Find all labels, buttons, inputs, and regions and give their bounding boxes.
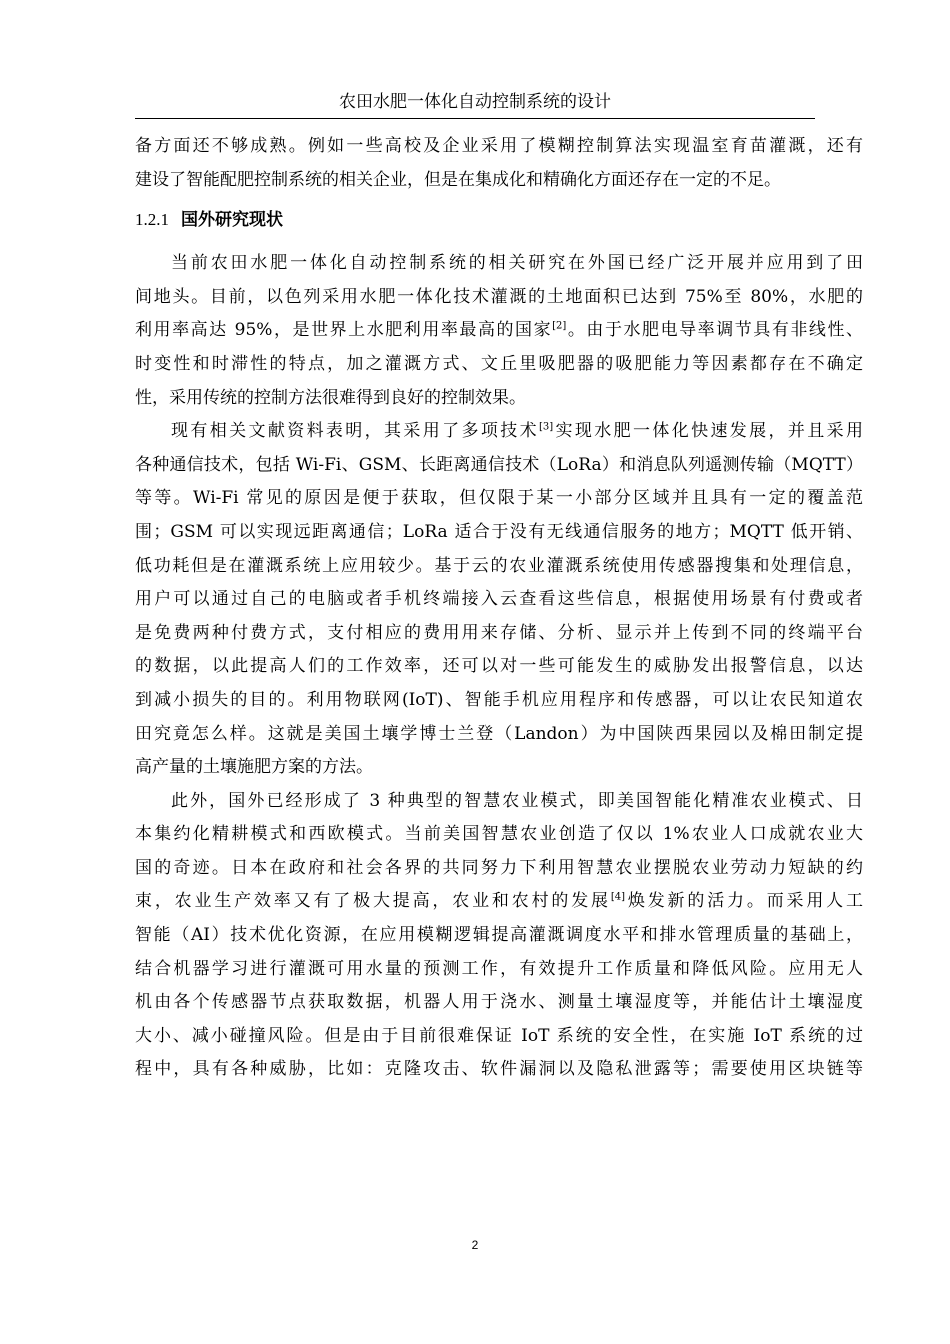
page-number: 2 (471, 1238, 479, 1252)
text-line: 性，采用传统的控制方法很难得到良好的控制效果。 (135, 387, 526, 408)
text-line (135, 415, 863, 449)
text-segment: 焕发新的活力。而采用人工 (625, 891, 864, 912)
text-line: 的数据，以此提高人们的工作效率，还可以对一些可能发生的威胁发出报警信息，以达 (135, 656, 863, 677)
header-rule (135, 118, 815, 119)
text-line: 程中，具有各种威胁，比如：克隆攻击、软件漏洞以及隐私泄露等；需要使用区块链等 (135, 1059, 863, 1080)
text-line: 到减小损失的目的。利用物联网(IoT)、智能手机应用程序和传感器，可以让农民知道农 (135, 689, 863, 710)
text-line: 田究竟怎么样。这就是美国土壤学博士兰登（Landon）为中国陕西果园以及棉田制定提 (135, 723, 863, 744)
text-line: 建设了智能配肥控制系统的相关企业，但是在集成化和精确化方面还存在一定的不足。 (135, 169, 781, 190)
text-line: 国的奇迹。日本在政府和社会各界的共同努力下利用智慧农业摆脱农业劳动力短缺的约 (135, 857, 863, 878)
paragraph (135, 785, 863, 1087)
paragraph (135, 247, 863, 415)
text-line: 此外，国外已经形成了 3 种典型的智慧农业模式，即美国智能化精准农业模式、日 (171, 790, 863, 811)
text-segment: 利用率高达 95%，是世界上水肥利用率最高的国家 (135, 320, 553, 341)
section-heading (135, 201, 863, 239)
text-line (135, 314, 863, 348)
text-line: 等等。Wi-Fi 常见的原因是便于获取，但仅限于某一小部分区域并且具有一定的覆盖范 (135, 488, 863, 509)
text-line: 间地头。目前，以色列采用水肥一体化技术灌溉的土地面积已达到 75%至 80%，水肥的 (135, 286, 863, 307)
text-line: 围；GSM 可以实现远距离通信；LoRa 适合于没有无线通信服务的地方；MQTT 低开销、 (135, 521, 863, 542)
citation-link[interactable]: [3] (538, 421, 554, 433)
text-segment: 。由于水肥电导率调节具有非线性、 (566, 320, 863, 341)
paragraph (135, 415, 863, 785)
section-title: 国外研究现状 (181, 210, 283, 231)
text-line: 机由各个传感器节点获取数据，机器人用于浇水、测量土壤湿度等，并能估计土壤湿度 (135, 992, 863, 1013)
intro-paragraph (135, 130, 863, 197)
text-line: 高产量的土壤施肥方案的方法。 (135, 757, 373, 778)
text-line: 智能（AI）技术优化资源，在应用模糊逻辑提高灌溉调度水平和排水管理质量的基础上， (135, 925, 863, 946)
body-text (135, 130, 863, 1087)
text-line: 大小、减小碰撞风险。但是由于目前很难保证 IoT 系统的安全性，在实施 IoT 系统的过 (135, 1025, 863, 1046)
citation-link[interactable]: [2] (552, 320, 567, 332)
text-line: 是免费两种付费方式，支付相应的费用用来存储、分析、显示并上传到不同的终端平台 (135, 622, 863, 643)
text-line: 低功耗但是在灌溉系统上应用较少。基于云的农业灌溉系统使用传感器搜集和处理信息， (135, 555, 863, 576)
section-number: 1.2.1 (135, 210, 169, 230)
text-segment: 束，农业生产效率又有了极大提高，农业和农村的发展 (135, 891, 611, 912)
text-segment: 实现水肥一体化快速发展，并且采用 (553, 421, 864, 442)
text-segment: 现有相关文献资料表明，其采用了多项技术 (171, 421, 539, 442)
text-line: 备方面还不够成熟。例如一些高校及企业采用了模糊控制算法实现温室育苗灌溉，还有 (135, 136, 863, 156)
text-line: 本集约化精耕模式和西欧模式。当前美国智慧农业创造了仅以 1%农业人口成就农业大 (135, 824, 863, 845)
running-header: 农田水肥一体化自动控制系统的设计 (339, 92, 611, 112)
citation-link[interactable]: [4] (610, 891, 626, 903)
text-line: 结合机器学习进行灌溉可用水量的预测工作，有效提升工作质量和降低风险。应用无人 (135, 958, 863, 979)
text-line: 时变性和时滞性的特点，加之灌溉方式、文丘里吸肥器的吸肥能力等因素都存在不确定 (135, 353, 863, 374)
text-line: 用户可以通过自己的电脑或者手机终端接入云查看这些信息，根据使用场景有付费或者 (135, 589, 863, 610)
text-line: 当前农田水肥一体化自动控制系统的相关研究在外国已经广泛开展并应用到了田 (171, 253, 863, 274)
text-line: 各种通信技术，包括 Wi-Fi、GSM、长距离通信技术（LoRa）和消息队列遥测传输（MQTT） (135, 454, 863, 475)
text-line (135, 885, 863, 919)
